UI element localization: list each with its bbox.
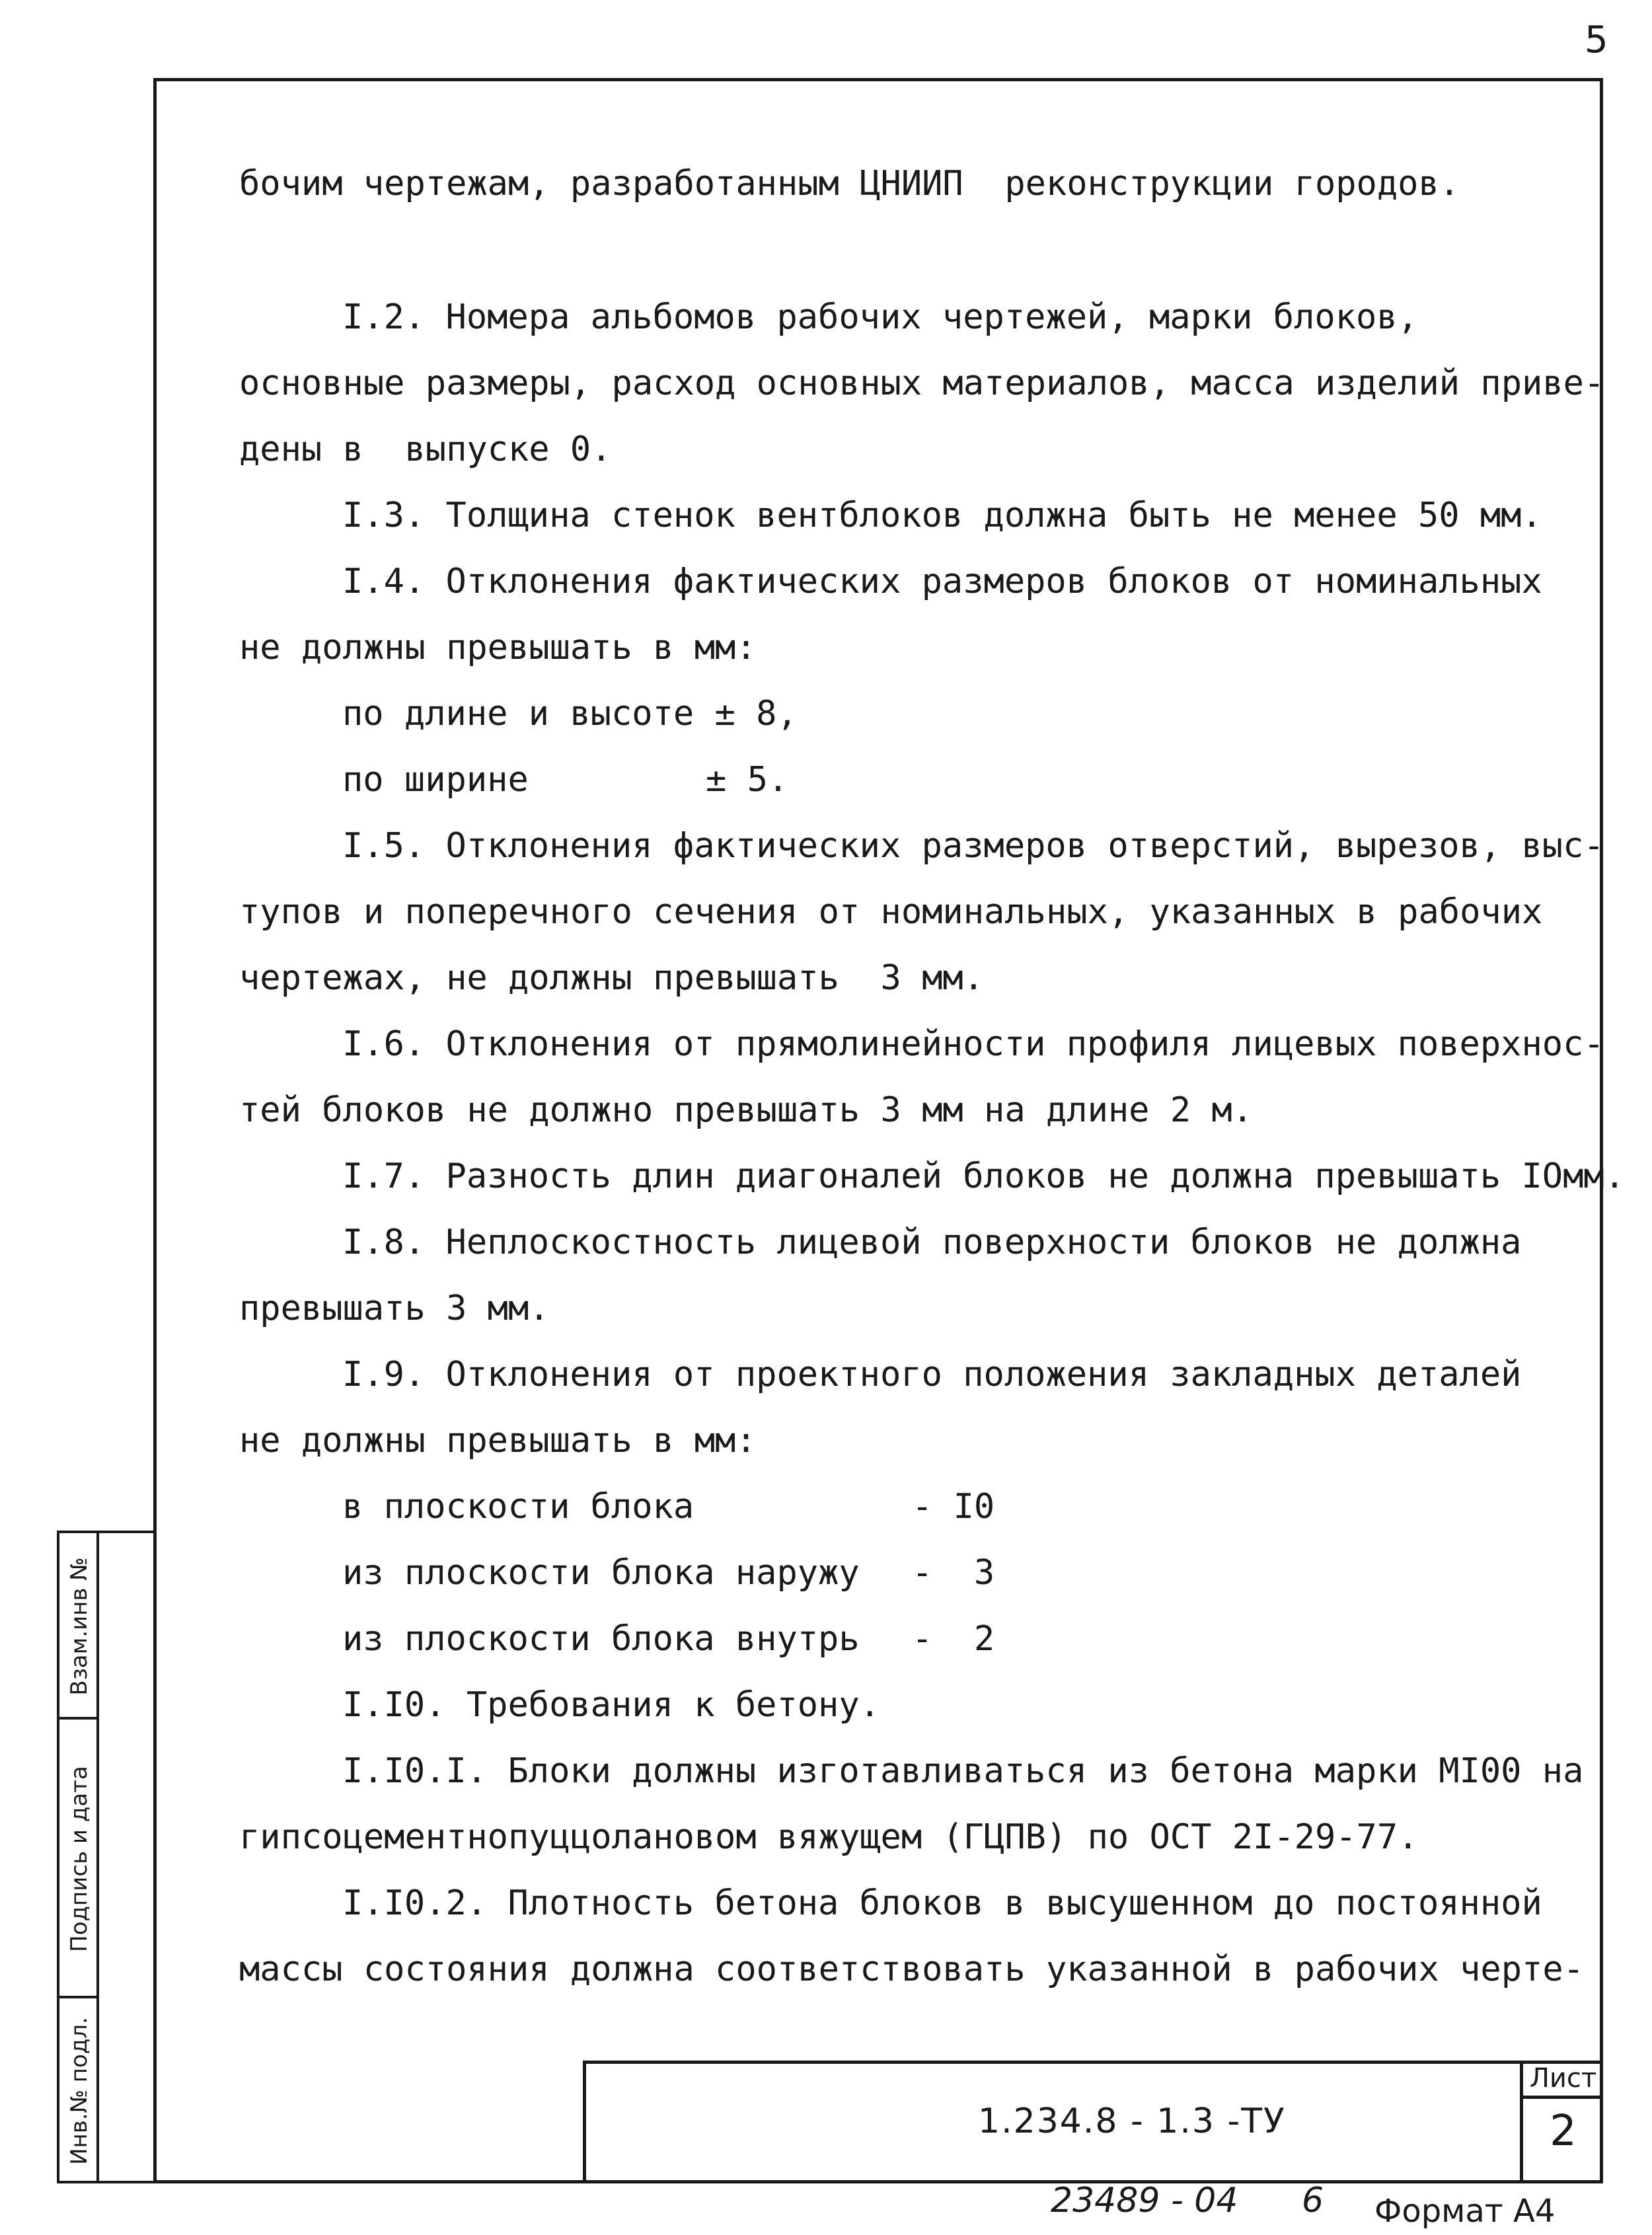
text-line: I.4. Отклонения фактических размеров блоков от номинальных	[342, 562, 1542, 601]
text-line: I.6. Отклонения от прямолинейности профиля лицевых поверхнос-	[342, 1024, 1604, 1064]
page-number: 5	[1585, 19, 1608, 61]
text-line: тупов и поперечного сечения от номинальных, указанных в рабочих	[239, 892, 1543, 932]
text-line: бочим чертежам, разработанным ЦНИИП реконструкции городов.	[239, 164, 1460, 204]
sheet-number: 2	[1550, 2107, 1577, 2156]
text-line: по ширине	[342, 760, 529, 800]
text-value: - 2	[912, 1619, 995, 1659]
text-line: не должны превышать в мм:	[239, 1421, 757, 1460]
text-line: I.7. Разность длин диагоналей блоков не должна превышать IОмм.	[342, 1156, 1626, 1196]
sheet-box	[1520, 2061, 1603, 2183]
text-line: по длине и высоте ± 8,	[342, 694, 798, 734]
copy-number: 6	[1302, 2181, 1324, 2220]
text-line: I.2. Номера альбомов рабочих чертежей, марки блоков,	[342, 297, 1418, 337]
text-line: тей блоков не должно превышать 3 мм на длине 2 м.	[239, 1090, 1254, 1130]
text-line: основные размеры, расход основных материалов, масса изделий приве-	[239, 363, 1605, 403]
side-label-vzam: Взам.инв №	[66, 1557, 93, 1696]
sheet-label: Лист	[1523, 2061, 1603, 2099]
text-line: I.8. Неплоскостность лицевой поверхности блоков не должна	[342, 1223, 1522, 1262]
text-line: чертежах, не должны превышать 3 мм.	[239, 958, 985, 998]
text-line: массы состояния должна соответствовать указанной в рабочих черте-	[239, 1950, 1584, 1989]
text-line: I.I0.I. Блоки должны изготавливаться из бетона марки МI00 на	[342, 1751, 1584, 1791]
text-line: из плоскости блока внутрь	[342, 1619, 860, 1659]
text-line: гипсоцементнопуццолановом вяжущем (ГЦПВ) по ОСТ 2I-29-77.	[239, 1817, 1419, 1857]
text-line: I.9. Отклонения от проектного положения закладных деталей	[342, 1355, 1522, 1394]
text-line: превышать 3 мм.	[239, 1289, 550, 1328]
text-line: не должны превышать в мм:	[239, 628, 757, 667]
text-value: ± 5.	[706, 760, 789, 800]
text-line: I.3. Толщина стенок вентблоков должна быть не менее 50 мм.	[342, 496, 1542, 535]
side-label-inv: Инв.№ подл.	[66, 2017, 93, 2165]
text-line: I.I0.2. Плотность бетона блоков в высушенном до постоянной	[342, 1883, 1542, 1923]
text-value: - I0	[912, 1487, 995, 1527]
text-line: I.5. Отклонения фактических размеров отверстий, вырезов, выс-	[342, 826, 1604, 866]
format-label: Формат А4	[1374, 2193, 1556, 2230]
text-value: - 3	[912, 1553, 995, 1593]
text-line: из плоскости блока наружу	[342, 1553, 860, 1593]
text-line: дены в выпуске 0.	[239, 430, 612, 469]
text-line: в плоскости блока	[342, 1487, 695, 1527]
inventory-number: 23489 - 04	[1051, 2181, 1238, 2220]
side-stamp	[57, 1531, 153, 2183]
document-code: 1.234.8 - 1.3 -ТУ	[978, 2102, 1286, 2141]
side-label-podpis: Подпись и дата	[66, 1766, 93, 1952]
text-line: I.I0. Требования к бетону.	[342, 1685, 880, 1725]
